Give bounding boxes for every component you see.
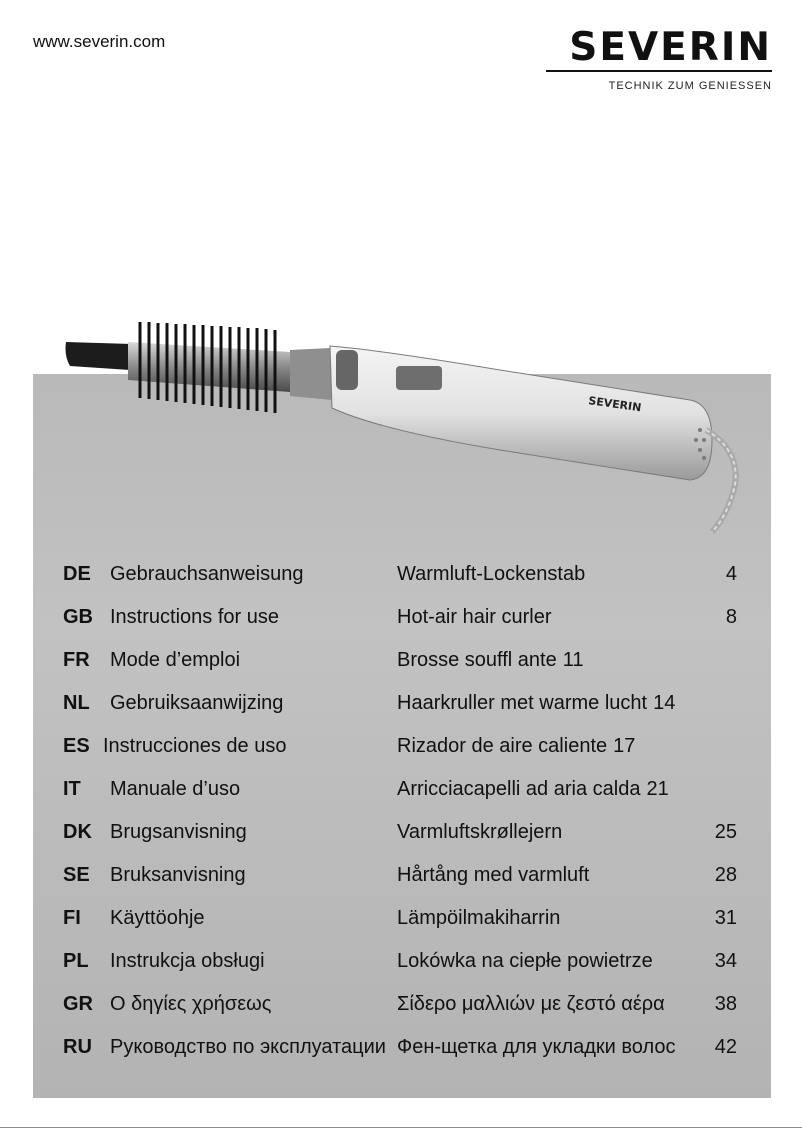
native-title: Instrukcja obsługi [110,950,265,972]
toc-row-it [33,771,771,814]
language-code: DE [63,563,91,585]
native-title: Gebruiksaanwijzing [110,692,284,714]
native-title: Bruksanvisning [110,864,246,886]
device-label: SEVERIN [587,394,643,415]
page-number: 34 [714,950,737,972]
page-number: 31 [714,907,737,929]
curler-body [330,346,712,480]
language-code: GB [63,606,93,628]
language-code: RU [63,1036,92,1058]
native-title: Käyttöohje [110,907,205,929]
toc-row-es [33,728,771,771]
brand-name: SEVERIN [569,25,772,70]
product-name [397,771,669,807]
product-title: Arricciacapelli ad aria calda [397,778,641,800]
curler-tip [66,342,133,370]
bottom-rule [0,1127,802,1128]
page-number: 42 [714,1036,737,1058]
product-title: Haarkruller met warme lucht [397,692,648,714]
toc-row-gb [33,599,771,642]
native-title: Manuale d’uso [110,778,241,800]
product-title: Rizador de aire caliente [397,735,608,757]
language-code: ES [63,735,90,757]
language-code: FR [63,649,90,671]
curler-brush [128,322,290,413]
native-title: Gebrauchsanweisung [110,563,304,585]
product-name: Lämpöilmakiharrin [397,907,561,929]
page-number: 8 [725,606,737,628]
page-number: 17 [613,735,636,757]
product-name: Lokówka na ciepłe powietrze [397,950,653,972]
native-title: Mode d’emploi [110,649,241,671]
native-title: Ο δηγίες χρήσεως [110,993,272,1015]
toc-row-de [33,556,771,599]
native-title: Brugsanvisning [110,821,247,843]
toc-row-se [33,857,771,900]
product-name: Hot-air hair curler [397,606,552,628]
product-name: Hårtång med varmluft [397,864,590,886]
website-url: www.severin.com [33,32,166,51]
brand-tagline: TECHNIK ZUM GENIESSEN [608,80,772,92]
product-name [397,685,675,721]
product-name [397,728,635,764]
brand-rule [546,70,772,72]
table-of-contents [33,556,771,1072]
toc-row-gr [33,986,771,1029]
native-title: Руководство по эксплуатации [110,1036,386,1058]
page-number: 14 [653,692,676,714]
language-code: GR [63,993,93,1015]
page-number: 11 [562,649,584,671]
page-number: 4 [725,563,737,585]
toc-row-nl [33,685,771,728]
native-title: Instructions for use [110,606,279,628]
product-name: Warmluft-Lockenstab [397,563,586,585]
product-name: Фен-щетка для укладки волос [397,1036,676,1058]
toc-row-dk [33,814,771,857]
page-number: 25 [714,821,737,843]
product-title: Brosse souffl ante [397,649,557,671]
page-number: 21 [646,778,669,800]
brand-logo [542,25,772,92]
native-title: Instrucciones de uso [103,735,287,757]
language-code: SE [63,864,90,886]
toc-row-fi [33,900,771,943]
language-code: NL [63,692,90,714]
language-code: DK [63,821,92,843]
language-code: PL [63,950,89,972]
curler-switch [336,350,358,390]
curler-collar [290,348,332,400]
curler-button [396,366,442,390]
language-code: FI [63,907,81,929]
toc-row-pl [33,943,771,986]
product-name: Σίδερο μαλλιών με ζεστό αέρα [397,993,665,1015]
product-name [397,642,584,678]
page-number: 28 [714,864,737,886]
toc-row-ru [33,1029,771,1072]
language-code: IT [63,778,81,800]
hair-curler-image [0,300,802,540]
toc-row-fr [33,642,771,685]
product-name: Varmluftskrøllejern [397,821,563,843]
page-number: 38 [714,993,737,1015]
